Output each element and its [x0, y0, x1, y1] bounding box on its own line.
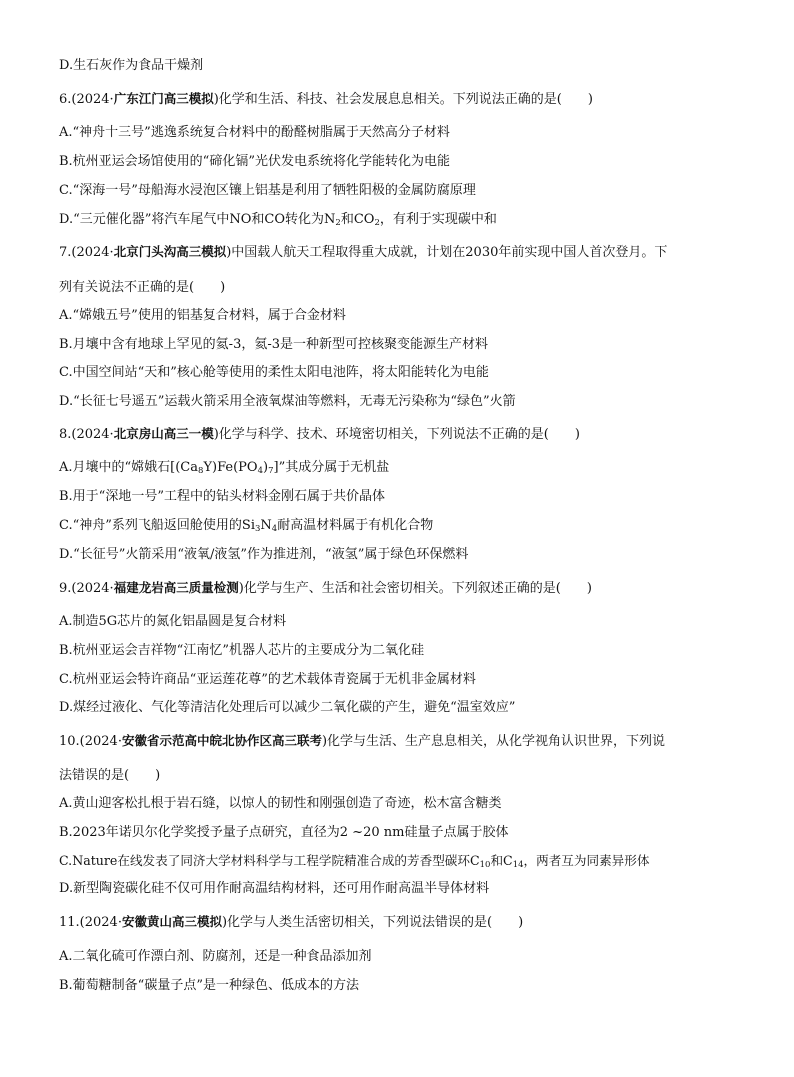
question-6-stem: 6.(2024·广东江门高三模拟)化学和生活、科技、社会发展息息相关。下列说法正确的是( ) [59, 91, 593, 107]
option-9c: C.杭州亚运会特许商品“亚运莲花尊”的艺术载体青瓷属于无机非金属材料 [59, 672, 476, 687]
option-6b: B.杭州亚运会场馆使用的“碲化镉”光伏发电系统将化学能转化为电能 [59, 154, 450, 169]
option-10d: D.新型陶瓷碳化硅不仅可用作耐高温结构材料，还可用作耐高温半导体材料 [59, 881, 490, 896]
option-6c: C.“深海一号”母船海水浸泡区镶上铝基是利用了牺牲阳极的金属防腐原理 [59, 183, 476, 198]
question-7-stem: 7.(2024·北京门头沟高三模拟)中国载人航天工程取得重大成就，计划在2030年前实现中国人首次登月。下 [59, 244, 668, 260]
option-6d: D.“三元催化器”将汽车尾气中NO和CO转化为$N_2$和$CO_2$，有利于实现碳中和 [59, 212, 497, 228]
question-source: 北京房山高三一模 [113, 426, 214, 441]
option-8b: B.用于“深地一号”工程中的钻头材料金刚石属于共价晶体 [59, 489, 385, 504]
question-source: 北京门头沟高三模拟 [113, 244, 227, 259]
question-source: 福建龙岩高三质量检测 [113, 580, 239, 595]
option-11b: B.葡萄糖制备“碳量子点”是一种绿色、低成本的方法 [59, 978, 359, 993]
option-7a: A.“嫦娥五号”使用的铝基复合材料，属于合金材料 [59, 308, 346, 323]
option-7b: B.月壤中含有地球上罕见的氦-3，氦-3是一种新型可控核聚变能源生产材料 [59, 337, 489, 352]
option-9b: B.杭州亚运会吉祥物“江南忆”机器人芯片的主要成分为二氧化硅 [59, 643, 424, 658]
question-source: 广东江门高三模拟 [113, 91, 214, 106]
question-10-stem-cont: 法错误的是( ) [59, 768, 161, 783]
option-8a: A.月壤中的“嫦娥石$[(Ca_8Y)Fe(PO_4)_7]$”其成分属于无机盐 [59, 460, 390, 476]
option-10a: A.黄山迎客松扎根于岩石缝，以惊人的韧性和刚强创造了奇迹，松木富含糖类 [59, 796, 502, 811]
option-10c: C.Nature在线发表了同济大学材料科学与工程学院精准合成的芳香型碳环$C_{10}$和$C_{14}$，两者互为同素异形体 [59, 853, 650, 870]
question-source: 安徽黄山高三模拟 [121, 914, 222, 929]
option-10b: B.2023年诺贝尔化学奖授予量子点研究，直径为2 ~20 nm硅量子点属于胶体 [59, 825, 509, 840]
question-source: 安徽省示范高中皖北协作区高三联考 [121, 733, 322, 748]
question-10-stem: 10.(2024·安徽省示范高中皖北协作区高三联考)化学与生活、生产息息相关，从化学视角认识世界，下列说 [59, 733, 666, 749]
question-11-stem: 11.(2024·安徽黄山高三模拟)化学与人类生活密切相关，下列说法错误的是( ) [59, 914, 524, 930]
option-8d: D.“长征号”火箭采用“液氧/液氢”作为推进剂，“液氢”属于绿色环保燃料 [59, 547, 469, 562]
option-9a: A.制造5G芯片的氮化铝晶圆是复合材料 [59, 614, 287, 629]
option-7c: C.中国空间站“天和”核心舱等使用的柔性太阳电池阵，将太阳能转化为电能 [59, 365, 489, 380]
option-7d: D.“长征七号遥五”运载火箭采用全液氧煤油等燃料，无毒无污染称为“绿色”火箭 [59, 394, 516, 409]
option-8c: C.“神舟”系列飞船返回舱使用的$Si_3N_4$耐高温材料属于有机化合物 [59, 518, 434, 534]
option-6a: A.“神舟十三号”逃逸系统复合材料中的酚醛树脂属于天然高分子材料 [59, 125, 450, 140]
option-5d: D.生石灰作为食品干燥剂 [59, 58, 204, 73]
question-7-stem-cont: 列有关说法不正确的是( ) [59, 280, 226, 295]
question-9-stem: 9.(2024·福建龙岩高三质量检测)化学与生产、生活和社会密切相关。下列叙述正确的是( ) [59, 580, 592, 596]
question-8-stem: 8.(2024·北京房山高三一模)化学与科学、技术、环境密切相关，下列说法不正确的是( ) [59, 426, 580, 442]
option-9d: D.煤经过液化、气化等清洁化处理后可以减少二氧化碳的产生，避免“温室效应” [59, 700, 516, 715]
option-11a: A.二氧化硫可作漂白剂、防腐剂，还是一种食品添加剂 [59, 949, 372, 964]
